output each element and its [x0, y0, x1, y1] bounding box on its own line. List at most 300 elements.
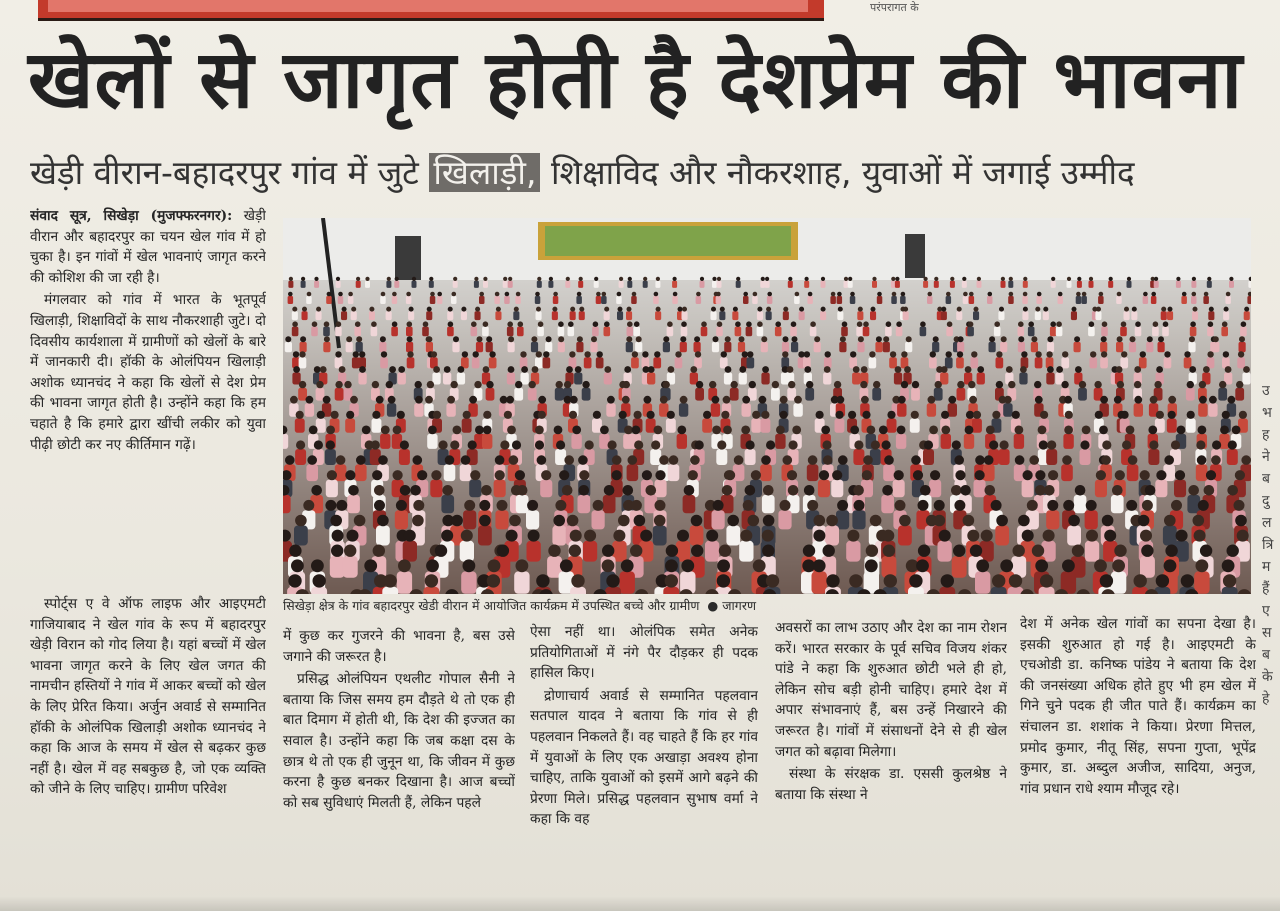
crowd-person-head	[667, 321, 673, 327]
crowd-person-head	[1100, 574, 1113, 587]
crowd-person-head	[988, 292, 993, 297]
crowd-person-head	[669, 455, 679, 465]
crowd-person-head	[448, 321, 454, 327]
crowd-person-head	[835, 411, 843, 419]
crowd-person-head	[763, 515, 775, 527]
crowd-person-head	[1235, 515, 1247, 527]
crowd-person-body	[1080, 449, 1091, 465]
crowd-person-head	[1134, 381, 1141, 388]
crowd-person-head	[1168, 396, 1176, 404]
crowd-person-head	[882, 440, 891, 449]
crowd-person-head	[656, 277, 660, 281]
crowd-person-head	[824, 366, 831, 373]
crowd-person-head	[307, 455, 317, 465]
crowd-person-body	[752, 296, 758, 304]
crowd-person-body	[403, 541, 417, 562]
crowd-person-body	[1078, 388, 1087, 401]
crowd-person-head	[507, 426, 516, 435]
crowd-person-body	[761, 342, 768, 352]
crowd-person-head	[903, 307, 908, 312]
crowd-person-head	[538, 411, 546, 419]
crowd-person-head	[558, 336, 564, 342]
crowd-person-head	[701, 321, 707, 327]
crowd-person-body	[576, 342, 583, 352]
crowd-person-body	[426, 311, 432, 320]
crowd-person-head	[735, 321, 741, 327]
crowd-person-head	[736, 277, 740, 281]
crowd-person-head	[721, 351, 727, 357]
crowd-person-body	[376, 526, 390, 546]
crowd-person-head	[655, 500, 666, 511]
crowd-person-head	[566, 277, 570, 281]
crowd-person-head	[763, 485, 774, 496]
crowd-person-head	[1165, 545, 1177, 557]
crowd-person-head	[429, 277, 433, 281]
crowd-person-body	[514, 571, 529, 593]
crowd-person-head	[957, 351, 963, 357]
crowd-person-head	[872, 277, 876, 281]
crowd-person-head	[1228, 440, 1237, 449]
crowd-person-body	[663, 587, 679, 594]
crowd-person-body	[1056, 327, 1063, 337]
crowd-person-head	[1182, 292, 1187, 297]
crowd-person-body	[1089, 357, 1097, 368]
crowd-person-head	[1156, 411, 1164, 419]
crowd-person-body	[1248, 281, 1251, 288]
crowd-person-head	[934, 515, 946, 527]
crowd-person-body	[568, 327, 575, 337]
crowd-person-head	[823, 455, 833, 465]
crowd-person-body	[1244, 311, 1250, 320]
crowd-person-head	[933, 336, 939, 342]
crowd-person-head	[1001, 336, 1007, 342]
crowd-photo	[283, 218, 1251, 594]
crowd-person-body	[335, 464, 347, 481]
crowd-person-body	[1140, 556, 1155, 578]
crowd-person-body	[1198, 403, 1207, 417]
crowd-person-head	[314, 277, 318, 281]
crowd-person-head	[651, 440, 660, 449]
crowd-person-head	[717, 321, 723, 327]
crowd-person-body	[335, 388, 344, 401]
crowd-person-head	[895, 500, 906, 511]
crowd-person-body	[1089, 281, 1094, 288]
crowd-person-head	[1171, 500, 1182, 511]
crowd-person-head	[415, 381, 422, 388]
crowd-person-head	[761, 455, 771, 465]
crowd-person-body	[372, 418, 382, 432]
crowd-person-head	[365, 277, 369, 281]
crowd-person-head	[314, 440, 323, 449]
crowd-person-head	[722, 485, 733, 496]
crowd-person-body	[295, 418, 305, 432]
crowd-person-body	[719, 311, 725, 320]
crowd-person-head	[1023, 307, 1028, 312]
crowd-person-head	[678, 307, 683, 312]
crowd-person-head	[788, 485, 799, 496]
crowd-person-body	[1067, 281, 1072, 288]
crowd-person-head	[584, 351, 590, 357]
crowd-person-head	[553, 292, 558, 297]
crowd-person-head	[826, 515, 838, 527]
crowd-person-head	[886, 321, 892, 327]
crowd-person-head	[604, 366, 611, 373]
crowd-person-body	[326, 480, 338, 498]
crowd-person-head	[1188, 485, 1199, 496]
crowd-person-body	[810, 327, 817, 337]
crowd-person-head	[1239, 411, 1247, 419]
crowd-person-head	[853, 366, 860, 373]
crowd-person-head	[1034, 381, 1041, 388]
crowd-person-head	[509, 515, 521, 527]
crowd-person-body	[579, 311, 585, 320]
crowd-person-body	[711, 403, 720, 417]
crowd-person-body	[545, 342, 552, 352]
crowd-person-head	[1213, 336, 1219, 342]
crowd-person-body	[1222, 587, 1238, 594]
crowd-person-head	[950, 277, 954, 281]
crowd-person-head	[1234, 500, 1245, 511]
crowd-person-head	[838, 455, 848, 465]
crowd-person-head	[906, 336, 912, 342]
crowd-person-body	[606, 403, 615, 417]
crowd-person-head	[863, 455, 873, 465]
crowd-person-head	[799, 307, 804, 312]
crowd-person-head	[985, 485, 996, 496]
crowd-person-head	[668, 366, 675, 373]
crowd-person-head	[1219, 381, 1226, 388]
crowd-person-head	[556, 381, 563, 388]
crowd-person-body	[1077, 281, 1082, 288]
crowd-person-head	[1156, 470, 1166, 480]
crowd-person-head	[495, 470, 505, 480]
crowd-person-body	[474, 281, 479, 288]
crowd-person-head	[1114, 396, 1122, 404]
crowd-person-head	[518, 321, 524, 327]
crowd-person-head	[425, 396, 433, 404]
crowd-person-head	[725, 336, 731, 342]
crowd-person-body	[301, 281, 306, 288]
crowd-person-head	[570, 396, 578, 404]
crowd-person-body	[486, 388, 495, 401]
crowd-person-head	[317, 411, 325, 419]
crowd-person-body	[311, 327, 318, 337]
crowd-person-head	[531, 336, 537, 342]
crowd-person-head	[717, 277, 721, 281]
crowd-person-head	[957, 307, 962, 312]
crowd-person-head	[335, 351, 341, 357]
crowd-person-head	[746, 321, 752, 327]
crowd-person-head	[331, 545, 343, 557]
crowd-person-body	[1111, 495, 1124, 513]
crowd-person-head	[461, 307, 466, 312]
crowd-person-head	[712, 396, 720, 404]
crowd-person-head	[894, 470, 904, 480]
crowd-person-body	[799, 311, 805, 320]
crowd-person-head	[1061, 381, 1068, 388]
crowd-person-head	[348, 485, 359, 496]
crowd-person-body	[760, 281, 765, 288]
crowd-person-head	[585, 440, 594, 449]
crowd-person-head	[1035, 351, 1041, 357]
crowd-person-head	[1126, 426, 1135, 435]
crowd-person-head	[665, 559, 678, 572]
crowd-person-head	[1224, 307, 1229, 312]
crowd-person-head	[509, 455, 519, 465]
crowd-person-head	[567, 515, 579, 527]
crowd-person-body	[1239, 342, 1246, 352]
crowd-person-head	[1124, 307, 1129, 312]
crowd-person-head	[713, 500, 724, 511]
crowd-person-head	[992, 574, 1005, 587]
crowd-person-body	[839, 342, 846, 352]
crowd-person-body	[1131, 311, 1137, 320]
crowd-person-head	[684, 485, 695, 496]
crowd-person-head	[883, 336, 889, 342]
crowd-person-body	[380, 357, 388, 368]
crowd-person-head	[1199, 381, 1206, 388]
crowd-person-head	[712, 426, 721, 435]
crowd-person-body	[460, 541, 474, 562]
crowd-person-head	[1238, 351, 1244, 357]
crowd-person-body	[1167, 418, 1177, 432]
crowd-person-head	[873, 381, 880, 388]
crowd-person-body	[451, 296, 457, 304]
crowd-person-head	[1109, 277, 1113, 281]
crowd-person-head	[753, 292, 758, 297]
crowd-person-head	[941, 411, 949, 419]
crowd-person-head	[486, 381, 493, 388]
crowd-person-head	[831, 292, 836, 297]
crowd-person-head	[752, 411, 760, 419]
crowd-person-body	[762, 495, 775, 513]
crowd-person-head	[877, 292, 882, 297]
crowd-person-head	[1138, 515, 1150, 527]
crowd-person-head	[680, 336, 686, 342]
crowd-person-head	[627, 321, 633, 327]
crowd-person-body	[794, 296, 800, 304]
crowd-person-head	[483, 321, 489, 327]
crowd-person-body	[910, 418, 920, 432]
crowd-person-body	[387, 403, 396, 417]
crowd-person-body	[881, 495, 894, 513]
crowd-person-body	[745, 449, 756, 465]
crowd-person-head	[916, 559, 929, 572]
crowd-person-head	[717, 574, 730, 587]
crowd-person-head	[1128, 455, 1138, 465]
crowd-person-head	[953, 545, 965, 557]
crowd-person-head	[901, 351, 907, 357]
crowd-person-head	[965, 426, 974, 435]
crowd-person-body	[681, 327, 688, 337]
crowd-person-head	[1220, 426, 1229, 435]
crowd-person-body	[712, 281, 717, 288]
crowd-person-head	[1020, 366, 1027, 373]
crowd-person-body	[552, 311, 558, 320]
crowd-person-head	[941, 307, 946, 312]
crowd-person-body	[1061, 357, 1069, 368]
crowd-person-body	[898, 526, 912, 546]
crowd-person-head	[807, 500, 818, 511]
crowd-person-body	[1242, 373, 1250, 385]
crowd-person-body	[475, 311, 481, 320]
crowd-person-body	[1208, 311, 1214, 320]
crowd-person-head	[1039, 440, 1048, 449]
crowd-person-body	[973, 311, 979, 320]
crowd-person-body	[543, 357, 551, 368]
crowd-person-head	[696, 381, 703, 388]
crowd-person-head	[453, 426, 462, 435]
crowd-person-head	[579, 470, 589, 480]
crowd-person-head	[536, 307, 541, 312]
crowd-person-body	[345, 418, 355, 432]
crowd-person-head	[935, 381, 942, 388]
crowd-person-head	[1207, 351, 1213, 357]
crowd-person-body	[683, 495, 696, 513]
crowd-person-body	[407, 357, 415, 368]
crowd-person-body	[987, 296, 993, 304]
crowd-person-body	[956, 357, 964, 368]
crowd-person-head	[1099, 426, 1108, 435]
crowd-person-head	[766, 440, 775, 449]
crowd-person-head	[409, 307, 414, 312]
crowd-person-head	[869, 351, 875, 357]
article-paragraph-3: स्पोर्ट्स ए वे ऑफ लाइफ और आइएमटी गाजियाबाद ने खेल गांव के रूप में बहादरपुर खेड़ी विरान को गोद लिया है। यहां बच्चों में खेल भावना जागृत करने के लिए खेल जगत की नामचीन हस्तियों ने गांव में आकर बच्चों को खेल के लिए प्रेरित किया। अर्जुन अवार्ड से सम्मानित हॉकी के ओलंपिक खिलाड़ी अशोक ध्यानचंद ने कहा कि आज के समय में खेल से बढ़कर कुछ नहीं है। खेल में वह सबकुछ है, जो एक व्यक्ति को जीने के लिए चाहिए। ग्रामीण परिवेश	[30, 596, 266, 798]
crowd-person-head	[621, 559, 634, 572]
crowd-person-body	[283, 495, 291, 513]
crowd-person-body	[975, 571, 990, 593]
crowd-person-head	[1015, 426, 1024, 435]
crowd-person-head	[723, 426, 732, 435]
crowd-person-head	[1018, 336, 1024, 342]
crowd-person-head	[606, 574, 619, 587]
crowd-person-head	[520, 351, 526, 357]
crowd-person-head	[695, 440, 704, 449]
crowd-person-head	[1040, 574, 1053, 587]
crowd-person-body	[452, 342, 459, 352]
crowd-person-head	[1086, 530, 1098, 542]
crowd-person-head	[1187, 411, 1195, 419]
crowd-person-head	[566, 366, 573, 373]
crowd-person-body	[605, 587, 621, 594]
crowd-person-head	[535, 426, 544, 435]
crowd-person-head	[483, 366, 490, 373]
crowd-person-head	[975, 470, 985, 480]
crowd-person-head	[1122, 440, 1131, 449]
crowd-person-head	[757, 307, 762, 312]
crowd-person-head	[452, 292, 457, 297]
crowd-person-body	[857, 342, 864, 352]
crowd-person-head	[617, 292, 622, 297]
crowd-person-head	[330, 515, 342, 527]
crowd-person-body	[972, 418, 982, 432]
crowd-person-head	[898, 396, 906, 404]
crowd-person-head	[780, 396, 788, 404]
crowd-person-body	[1001, 281, 1006, 288]
crowd-person-head	[1074, 336, 1080, 342]
crowd-person-head	[954, 455, 964, 465]
crowd-person-head	[876, 336, 882, 342]
crowd-person-head	[1177, 426, 1186, 435]
crowd-person-head	[386, 307, 391, 312]
crowd-person-body	[1023, 281, 1028, 288]
crowd-person-body	[1022, 311, 1028, 320]
crowd-person-head	[808, 455, 818, 465]
crowd-person-body	[558, 327, 565, 337]
crowd-person-head	[1100, 396, 1108, 404]
photo-credit: ● जागरण	[707, 598, 756, 613]
crowd-person-head	[479, 500, 490, 511]
crowd-person-head	[575, 366, 582, 373]
crowd-person-head	[703, 411, 711, 419]
crowd-person-head	[962, 277, 966, 281]
crowd-person-body	[712, 342, 719, 352]
crowd-person-body	[938, 541, 952, 562]
crowd-person-body	[540, 480, 552, 498]
crowd-person-head	[1232, 426, 1241, 435]
subheadline	[30, 148, 1240, 198]
crowd-person-head	[628, 455, 638, 465]
crowd-person-head	[787, 470, 797, 480]
crowd-person-head	[289, 545, 301, 557]
crowd-person-head	[981, 530, 993, 542]
crowd-person-head	[285, 336, 291, 342]
crowd-person-head	[716, 292, 721, 297]
crowd-person-head	[529, 381, 536, 388]
crowd-person-body	[870, 311, 876, 320]
crowd-person-body	[380, 434, 390, 449]
crowd-person-head	[939, 530, 951, 542]
crowd-person-head	[1227, 545, 1239, 557]
crowd-person-head	[816, 411, 824, 419]
crowd-person-head	[887, 411, 895, 419]
crowd-person-head	[665, 574, 678, 587]
crowd-person-head	[673, 292, 678, 297]
crowd-person-body	[1031, 342, 1038, 352]
article-paragraph-1: खेड़ी वीरान और बहादरपुर का चयन खेल गांव में हो चुका है। इन गांवों में खेल भावनाएं जागृत करने की कोशिश की जा रही है।	[30, 208, 266, 286]
crowd-person-body	[1074, 342, 1081, 352]
crowd-person-body	[1120, 327, 1127, 337]
crowd-person-head	[909, 574, 922, 587]
crowd-person-body	[920, 327, 927, 337]
crowd-person-head	[896, 321, 902, 327]
crowd-person-head	[772, 381, 779, 388]
crowd-person-body	[742, 403, 751, 417]
crowd-person-body	[1139, 357, 1147, 368]
crowd-person-head	[407, 321, 413, 327]
top-color-band	[38, 0, 824, 21]
crowd-person-body	[482, 434, 492, 449]
crowd-person-head	[1212, 440, 1221, 449]
crowd-person-body	[1127, 464, 1139, 481]
crowd-person-head	[1209, 307, 1214, 312]
crowd-person-body	[386, 311, 392, 320]
crowd-person-body	[620, 571, 635, 593]
crowd-person-head	[767, 292, 772, 297]
crowd-person-head	[386, 381, 393, 388]
crowd-person-head	[1140, 351, 1146, 357]
crowd-person-body	[1039, 587, 1055, 594]
crowd-person-body	[895, 281, 900, 288]
crowd-person-head	[602, 559, 615, 572]
crowd-person-head	[883, 545, 895, 557]
crowd-person-head	[1000, 440, 1009, 449]
crowd-person-head	[805, 277, 809, 281]
crowd-person-body	[690, 526, 704, 546]
crowd-person-body	[483, 281, 488, 288]
crowd-person-body	[1046, 510, 1059, 529]
crowd-person-head	[1099, 292, 1104, 297]
